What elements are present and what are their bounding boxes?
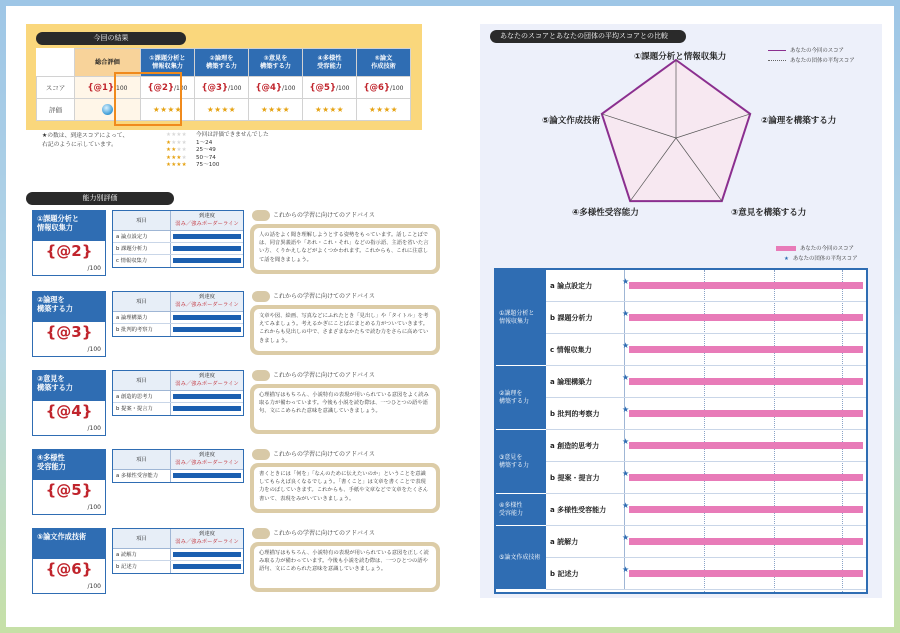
- ability-table-header: [113, 292, 243, 312]
- star-note: ★の数は、到達スコアによって、 右記のように示しています。: [42, 133, 129, 148]
- header-ability-1: ①課題分析と 情報収集力: [141, 49, 195, 77]
- bar-row: [546, 270, 866, 302]
- ability-table: [112, 291, 244, 337]
- bar-plot-area: [624, 462, 866, 493]
- score-bar: [629, 474, 863, 481]
- score-bar: [629, 378, 863, 385]
- radar-legend-you: あなたの今回のスコア: [768, 46, 855, 56]
- advice-box: [250, 463, 440, 513]
- bar-plot-area: [624, 366, 866, 397]
- average-star-icon: ★: [622, 437, 630, 446]
- ability-item-label: b 課題分析力: [113, 243, 171, 254]
- advice-bubble-icon: [252, 370, 270, 381]
- bar-plot-area: [624, 270, 866, 301]
- ability-level-bar: [173, 258, 241, 263]
- bar-plot-area: [624, 398, 866, 429]
- level-header: [171, 529, 243, 548]
- page-spread: [6, 6, 894, 627]
- level-header-line-2: 弱み／強みボーダーライン: [175, 380, 239, 387]
- radar-axis-label: ⑤論文作成技術: [542, 116, 601, 126]
- average-star-icon: ★: [622, 341, 630, 350]
- ability-card: [32, 291, 106, 357]
- score-ability-1: {@2}/100: [141, 77, 195, 99]
- average-star-icon: ★: [622, 501, 630, 510]
- ability-item-row: [113, 561, 243, 573]
- item-header: 項目: [113, 450, 171, 469]
- bar-legend-avg: ★ あなたの団体の平均スコア: [784, 255, 858, 262]
- ability-name: ②論理を 構築する力: [33, 292, 105, 322]
- score-ability-4: {@5}/100: [303, 77, 357, 99]
- star-legend-text: 50～74: [196, 154, 216, 161]
- ability-table: [112, 449, 244, 483]
- ability-level-bar: [173, 552, 241, 557]
- ability-score-unit: /100: [87, 265, 101, 272]
- level-header: [171, 292, 243, 311]
- bar-row: [546, 462, 866, 494]
- average-star-icon: ★: [622, 277, 630, 286]
- result-summary-panel: [26, 24, 422, 130]
- ability-level-bar: [173, 406, 241, 411]
- level-header-line-2: 弱み／強みボーダーライン: [175, 220, 239, 227]
- medal-icon: [102, 104, 113, 115]
- bar-row: [546, 398, 866, 430]
- item-header: 項目: [113, 211, 171, 230]
- radar-axis-label: ②論理を構築する力: [761, 116, 837, 126]
- bar-item-label: a 論点設定力: [550, 282, 593, 290]
- ability-item-row: [113, 231, 243, 243]
- level-header-line-2: 弱み／強みボーダーライン: [175, 301, 239, 308]
- ability-level-bar: [173, 394, 241, 399]
- bar-row: [546, 366, 866, 398]
- ability-item-row: [113, 255, 243, 267]
- star-legend-stars: ★★★★: [166, 139, 187, 146]
- advice-bubble-icon: [252, 210, 270, 221]
- ability-block: [32, 291, 438, 359]
- bar-item-label: a 多様性受容能力: [550, 506, 607, 514]
- average-star-icon: ★: [622, 533, 630, 542]
- score-ability-3: {@4}/100: [249, 77, 303, 99]
- bar-item-label: b 提案・提言力: [550, 474, 600, 482]
- ability-score: {@6}: [45, 560, 93, 578]
- bar-item-label: b 記述力: [550, 570, 579, 578]
- advice-text: 心理描写はもちろん、小説特有の表現が用いられている意図を正しく読み取る力が備わっています。今後も小説を読む際は、一つひとつの語や語句、文にこめられた意味を意識していきましょう。: [254, 546, 436, 588]
- ability-item-row: [113, 391, 243, 403]
- ability-block: [32, 528, 438, 596]
- bar-group-label: ⑤論文作成技術: [496, 526, 546, 590]
- level-header: [171, 450, 243, 469]
- ability-item-row: [113, 403, 243, 415]
- score-bar: [629, 442, 863, 449]
- ability-item-label: a 創造的思考力: [113, 391, 171, 402]
- ability-title: 能力別評価: [26, 192, 174, 205]
- star-legend-stars: ★★★★: [166, 162, 187, 169]
- score-ability-2: {@3}/100: [195, 77, 249, 99]
- rating-stars-1: ★★★★: [141, 99, 195, 121]
- ability-level-bar: [173, 234, 241, 239]
- radar-axis-label: ④多様性受容能力: [572, 208, 639, 218]
- bar-item-label: a 読解力: [550, 538, 579, 546]
- advice-bubble-icon: [252, 528, 270, 539]
- star-legend-text: 75～100: [196, 162, 220, 169]
- bar-row: [546, 558, 866, 590]
- level-header-line-1: 到達度: [199, 213, 215, 219]
- ability-item-label: b 批判的考察力: [113, 324, 171, 336]
- advice-box: [250, 305, 440, 355]
- star-icon: ★: [784, 255, 789, 262]
- level-header-line-1: 到達度: [199, 452, 215, 458]
- ability-card: [32, 528, 106, 594]
- bar-group-label: ③意見を 構築する力: [496, 430, 546, 494]
- star-legend: [166, 132, 269, 170]
- bar-item-label: c 情報収集力: [550, 346, 592, 354]
- advice-box: [250, 542, 440, 592]
- score-bar: [629, 346, 863, 353]
- ability-bar-chart: [494, 268, 868, 594]
- average-star-icon: ★: [622, 469, 630, 478]
- radar-legend-avg: あなたの団体の平均スコア: [768, 56, 855, 66]
- ability-card: [32, 449, 106, 515]
- score-bar: [629, 410, 863, 417]
- ability-score: {@4}: [45, 402, 93, 420]
- bar-item-label: b 課題分析力: [550, 314, 593, 322]
- bar-row: [546, 494, 866, 526]
- bar-row: [546, 430, 866, 462]
- ability-block: [32, 210, 438, 278]
- ability-name: ⑤論文作成技術: [33, 529, 105, 559]
- level-header-line-1: 到達度: [199, 531, 215, 537]
- advice-heading: これからの学習に向けてのアドバイス: [252, 528, 375, 540]
- ability-item-row: [113, 470, 243, 482]
- bar-item-label: a 創造的思考力: [550, 442, 600, 450]
- legend-dotted-line-icon: [768, 60, 786, 61]
- summary-title: 今回の結果: [36, 32, 186, 45]
- header-ability-3: ③意見を 構築する力: [249, 49, 303, 77]
- level-header: [171, 371, 243, 390]
- total-header: 総合評価: [75, 49, 141, 77]
- star-legend-row: [166, 162, 269, 170]
- score-bar: [629, 538, 863, 545]
- rating-stars-3: ★★★★: [249, 99, 303, 121]
- average-star-icon: ★: [622, 565, 630, 574]
- ability-block: [32, 449, 438, 517]
- level-header-line-2: 弱み／強みボーダーライン: [175, 459, 239, 466]
- ability-table-header: [113, 450, 243, 470]
- advice-text: 心理描写はもちろん、小説特有の表現が用いられている意図をよく読み取る力が備わっています。今後も小説を読む際は、一つひとつの語や語句、文にこめられた意味を意識していきましょう。: [254, 388, 436, 430]
- bar-legend-you: あなたの今回のスコア: [776, 245, 858, 255]
- ability-table-header: [113, 211, 243, 231]
- advice-box: [250, 384, 440, 434]
- level-header-line-2: 弱み／強みボーダーライン: [175, 538, 239, 545]
- rating-stars-2: ★★★★: [195, 99, 249, 121]
- level-header-line-1: 到達度: [199, 294, 215, 300]
- ability-item-row: [113, 243, 243, 255]
- bar-plot-area: [624, 302, 866, 333]
- radar-legend: [768, 46, 855, 67]
- ability-score-unit: /100: [87, 425, 101, 432]
- legend-swatch-icon: [776, 246, 796, 251]
- advice-bubble-icon: [252, 449, 270, 460]
- ability-score: {@5}: [45, 481, 93, 499]
- total-score: {@1}/100: [75, 77, 141, 99]
- star-legend-row: [166, 147, 269, 155]
- ability-table: [112, 528, 244, 574]
- header-ability-5: ⑤論文 作成技術: [357, 49, 411, 77]
- ability-card: [32, 210, 106, 276]
- radar-axis-label: ①課題分析と情報収集力: [634, 52, 727, 62]
- ability-score: {@2}: [45, 242, 93, 260]
- rating-stars-4: ★★★★: [303, 99, 357, 121]
- advice-heading: これからの学習に向けてのアドバイス: [252, 370, 375, 382]
- ability-name: ①課題分析と 情報収集力: [33, 211, 105, 241]
- ability-item-label: a 読解力: [113, 549, 171, 560]
- star-legend-stars: ★★★★: [166, 154, 187, 161]
- average-star-icon: ★: [622, 405, 630, 414]
- bar-plot-area: [624, 430, 866, 461]
- legend-line-icon: [768, 50, 786, 51]
- ability-name: ③意見を 構築する力: [33, 371, 105, 401]
- advice-heading: これからの学習に向けてのアドバイス: [252, 210, 375, 222]
- ability-name: ④多様性 受容能力: [33, 450, 105, 480]
- bar-group-label: ④多様性 受容能力: [496, 494, 546, 526]
- level-header-line-1: 到達度: [199, 373, 215, 379]
- bar-item-label: a 論理構築力: [550, 378, 593, 386]
- advice-text: 文章や図、絵画、写真などにふれたとき「見出し」や「タイトル」を考えてみましょう。考えるかぎにことばにまとめる力がついていきます。これからも見出しの中で、さまざまなかたちで読む力をさらに高めていきましょう。: [254, 309, 436, 351]
- bar-row: [546, 302, 866, 334]
- average-star-icon: ★: [622, 373, 630, 382]
- bar-plot-area: [624, 494, 866, 525]
- summary-table: [36, 48, 411, 121]
- item-header: 項目: [113, 529, 171, 548]
- ability-table: [112, 210, 244, 268]
- advice-heading: これからの学習に向けてのアドバイス: [252, 449, 375, 461]
- ability-score-unit: /100: [87, 504, 101, 511]
- ability-level-bar: [173, 315, 241, 320]
- bar-group-label: ①課題分析と 情報収集力: [496, 270, 546, 366]
- ability-item-row: [113, 549, 243, 561]
- ability-level-bar: [173, 473, 241, 478]
- row-label-score: スコア: [37, 77, 75, 99]
- bar-plot-area: [624, 558, 866, 589]
- score-ability-5: {@6}/100: [357, 77, 411, 99]
- ability-item-row: [113, 324, 243, 336]
- advice-bubble-icon: [252, 291, 270, 302]
- rating-stars-5: ★★★★: [357, 99, 411, 121]
- level-header: [171, 211, 243, 230]
- header-ability-2: ②論理を 構築する力: [195, 49, 249, 77]
- comparison-panel: [480, 24, 882, 598]
- bar-plot-area: [624, 526, 866, 557]
- ability-card: [32, 370, 106, 436]
- bar-legend: [776, 245, 858, 264]
- ability-table-header: [113, 371, 243, 391]
- ability-level-bar: [173, 327, 241, 332]
- ability-item-label: b 記述力: [113, 561, 171, 573]
- advice-text: 書くときには「何を」「なんのために伝えたいのか」ということを意識してもらえば良くなるでしょう。「書くこと」は文章を書くことで表現力をのばしていきます。これからも、手紙や文章などで文章をたくさん書いて、表現をみがいていきましょう。: [254, 467, 436, 509]
- bar-item-label: b 批判的考察力: [550, 410, 600, 418]
- ability-level-bar: [173, 564, 241, 569]
- bar-group-label: ②論理を 構築する力: [496, 366, 546, 430]
- header-ability-4: ④多様性 受容能力: [303, 49, 357, 77]
- radar-axis-label: ③意見を構築する力: [731, 208, 807, 218]
- star-legend-text: 今回は評価できませんでした: [196, 132, 269, 138]
- advice-box: [250, 224, 440, 274]
- ability-item-label: a 多様性受容能力: [113, 470, 171, 482]
- score-bar: [629, 506, 863, 513]
- ability-block: [32, 370, 438, 438]
- star-legend-row: [166, 132, 269, 140]
- star-legend-stars: ★★★★: [166, 132, 187, 138]
- item-header: 項目: [113, 292, 171, 311]
- star-legend-row: [166, 140, 269, 148]
- advice-text: 人の話をよく聞き理解しようとする姿勢をもっています。話しことばでは、同音異義語や「あれ・これ・それ」などの指示語、主語を省いた言い方、くりかえしなどがよくつかわれます。これからも、これに注意して話を聞きましょう。: [254, 228, 436, 270]
- ability-item-row: [113, 312, 243, 324]
- ability-table: [112, 370, 244, 416]
- ability-item-label: b 提案・提言力: [113, 403, 171, 415]
- score-bar: [629, 282, 863, 289]
- ability-level-bar: [173, 246, 241, 251]
- star-legend-text: 25～49: [196, 147, 216, 154]
- item-header: 項目: [113, 371, 171, 390]
- ability-score-unit: /100: [87, 346, 101, 353]
- radar-title: あなたのスコアとあなたの団体の平均スコアとの比較: [490, 30, 686, 43]
- advice-heading: これからの学習に向けてのアドバイス: [252, 291, 375, 303]
- average-star-icon: ★: [622, 309, 630, 318]
- row-label-rating: 評価: [37, 99, 75, 121]
- ability-item-label: a 論点設定力: [113, 231, 171, 242]
- star-legend-stars: ★★★★: [166, 147, 187, 154]
- ability-item-label: a 論理構築力: [113, 312, 171, 323]
- bar-row: [546, 526, 866, 558]
- bar-row: [546, 334, 866, 366]
- bar-plot-area: [624, 334, 866, 365]
- score-bar: [629, 314, 863, 321]
- star-legend-text: 1～24: [196, 139, 213, 146]
- ability-item-label: c 情報収集力: [113, 255, 171, 267]
- score-bar: [629, 570, 863, 577]
- total-rating: [75, 99, 141, 121]
- ability-score-unit: /100: [87, 583, 101, 590]
- ability-score: {@3}: [45, 323, 93, 341]
- ability-table-header: [113, 529, 243, 549]
